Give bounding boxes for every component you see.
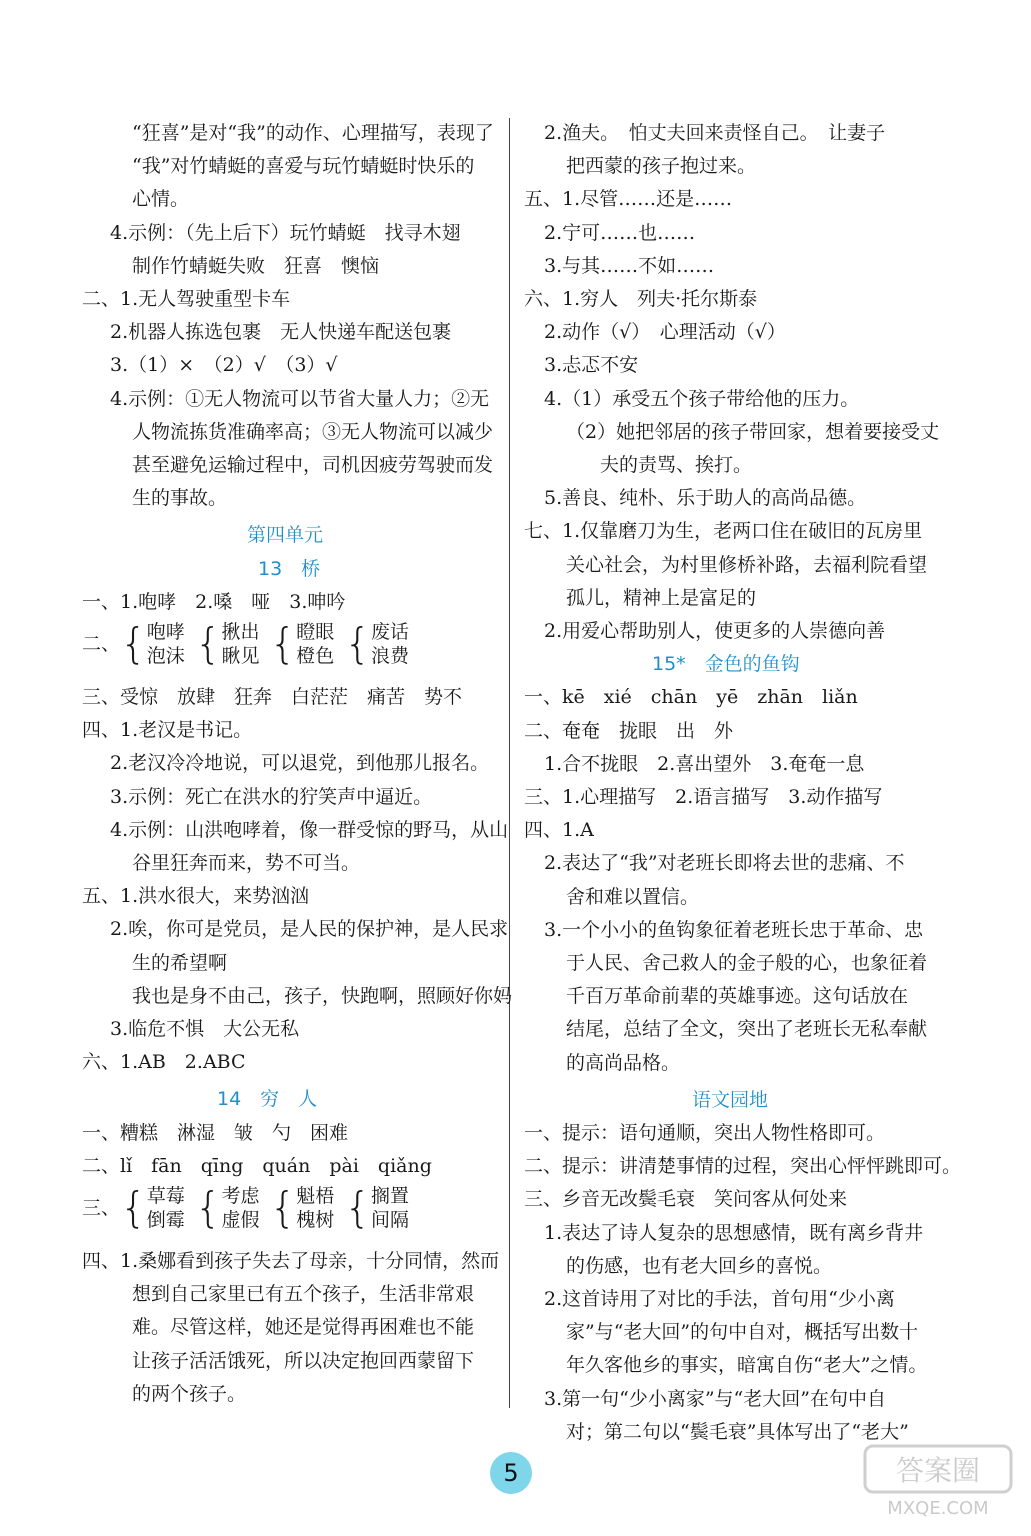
column-divider xyxy=(509,118,510,1408)
answer-line: 2.老汉冷冷地说，可以退党，到他那儿报名。 xyxy=(110,752,490,775)
answer-line: 制作竹蜻蜓失败 狂喜 懊恼 xyxy=(132,254,380,277)
answer-line: 3.第一句“少小离家”与“老大回”在句中自 xyxy=(544,1387,886,1410)
answer-line: 二、lǐ fān qīng quán pài qiǎng xyxy=(82,1154,432,1177)
answer-line: 2.这首诗用了对比的手法，首句用“少小离 xyxy=(544,1288,895,1310)
answer-line: （2）她把邻居的孩子带回家，想着要接受丈 xyxy=(566,420,940,443)
answer-line: 孤儿，精神上是富足的 xyxy=(566,586,757,609)
pair-word: 倒霉 xyxy=(146,1209,185,1231)
answer-line: 2.宁可……也…… xyxy=(544,221,696,244)
word-pair: { 瞪眼 橙色 xyxy=(269,619,335,668)
answer-line: 2.动作（√） 心理活动（√） xyxy=(544,321,786,344)
answer-line: 二、提示：讲清楚事情的过程，突出心怦怦跳即可。 xyxy=(524,1155,962,1178)
pair-word: 瞪眼 xyxy=(296,621,335,643)
pair-word: 草莓 xyxy=(146,1185,185,1207)
section-title: 语文园地 xyxy=(692,1088,769,1111)
pair-word: 魁梧 xyxy=(296,1185,335,1207)
answer-line: 于人民、舍己救人的金子般的心，也象征着 xyxy=(566,952,928,974)
answer-line: 三、受惊 放肆 狂奔 白茫茫 痛苦 势不 xyxy=(82,686,463,708)
answer-line: 年久客他乡的事实，暗寓自伤“老大”之情。 xyxy=(566,1354,928,1377)
lesson-title: 13 桥 xyxy=(258,557,321,580)
pair-word: 泡沫 xyxy=(146,645,185,667)
answer-line: 一、提示：语句通顺，突出人物性格即可。 xyxy=(524,1122,886,1144)
lesson-title: 15* 金色的鱼钩 xyxy=(652,653,800,676)
pair-word: 废话 xyxy=(371,621,410,643)
answer-line: 一、kē xié chān yē zhān liǎn xyxy=(524,686,858,709)
answer-line: 的两个孩子。 xyxy=(132,1382,247,1405)
word-pair: { 搁置 间隔 xyxy=(344,1183,410,1232)
answer-line: 四、1.老汉是书记。 xyxy=(82,719,253,742)
answer-line: 4.示例：山洪咆哮着，像一群受惊的野马，从山 xyxy=(110,818,509,841)
pair-word: 间隔 xyxy=(371,1209,410,1231)
answer-line: 对；第二句以“鬓毛衰”具体写出了“老大” xyxy=(566,1420,909,1443)
word-pair: { 咆哮 泡沫 xyxy=(120,619,185,668)
pair-word: 槐树 xyxy=(296,1209,335,1231)
page-number: 5 xyxy=(490,1452,532,1494)
pair-word: 浪费 xyxy=(371,645,410,667)
answer-line: 2.唉，你可是党员，是人民的保护神，是人民求 xyxy=(110,918,509,941)
answer-line: 4.（1）承受五个孩子带给他的压力。 xyxy=(544,387,860,410)
question-label: 二、 xyxy=(82,633,121,655)
answer-line: 四、1.A xyxy=(524,819,594,842)
answer-line: 三、乡音无改鬓毛衰 笑问客从何处来 xyxy=(524,1188,848,1211)
unit-title: 第四单元 xyxy=(247,524,324,547)
answer-line: 3.一个小小的鱼钩象征着老班长忠于革命、忠 xyxy=(544,918,924,941)
answer-line: 舍和难以置信。 xyxy=(566,885,700,908)
pair-word: 瞅见 xyxy=(221,645,260,667)
answer-line: 1.表达了诗人复杂的思想感情，既有离乡背井 xyxy=(544,1221,924,1244)
answer-line: 二、1.无人驾驶重型卡车 xyxy=(82,288,291,310)
word-pair: { 草莓 倒霉 xyxy=(120,1183,185,1232)
answer-line: 3.临危不惧 大公无私 xyxy=(110,1018,300,1040)
answer-line: “我”对竹蜻蜓的喜爱与玩竹蜻蜓时快乐的 xyxy=(132,155,475,178)
answer-line: 一、糟糕 淋湿 皱 勺 困难 xyxy=(82,1121,349,1144)
word-pair: { 魁梧 槐树 xyxy=(269,1183,335,1232)
answer-line: 的伤感，也有老大回乡的喜悦。 xyxy=(566,1254,833,1277)
answer-line: 3.示例：死亡在洪水的狞笑声中逼近。 xyxy=(110,785,433,808)
answer-line: 二、奄奄 拢眼 出 外 xyxy=(524,719,734,742)
answer-line: 4.示例：①无人物流可以节省大量人力；②无 xyxy=(110,387,490,410)
answer-line: 一、1.咆哮 2.嗓 哑 3.呻吟 xyxy=(82,590,346,613)
svg-text:答案圈: 答案圈 xyxy=(895,1454,981,1487)
answer-line: 把西蒙的孩子抱过来。 xyxy=(566,155,757,178)
answer-line: 2.表达了“我”对老班长即将去世的悲痛、不 xyxy=(544,852,905,875)
pair-word: 搁置 xyxy=(371,1185,410,1207)
answer-line: 六、1.AB 2.ABC xyxy=(82,1051,246,1074)
answer-line: 2.机器人拣选包裹 无人快递车配送包裹 xyxy=(110,321,452,344)
answer-line: “狂喜”是对“我”的动作、心理描写，表现了 xyxy=(132,122,494,144)
answer-line: 1.合不拢眼 2.喜出望外 3.奄奄一息 xyxy=(544,752,865,775)
answer-line: 5.善良、纯朴、乐于助人的高尚品德。 xyxy=(544,487,867,510)
answer-line: 关心社会，为村里修桥补路，去福利院看望 xyxy=(566,553,928,576)
answer-line: 让孩子活活饿死，所以决定抱回西蒙留下 xyxy=(132,1349,475,1372)
answer-line: 4.示例：（先上后下）玩竹蜻蜓 找寻木翅 xyxy=(110,221,461,244)
answer-line: 难。尽管这样，她还是觉得再困难也不能 xyxy=(132,1316,475,1339)
brace-group xyxy=(82,1184,419,1232)
answer-line: 心情。 xyxy=(132,188,190,211)
answer-line: 人物流拣货准确率高；③无人物流可以减少 xyxy=(132,420,494,443)
answer-line: 五、1.尽管……还是…… xyxy=(524,188,733,211)
answer-line: 七、1.仅靠磨刀为生，老两口住在破旧的瓦房里 xyxy=(524,520,923,543)
pair-word: 橙色 xyxy=(296,645,335,667)
watermark-logo xyxy=(863,1442,1013,1526)
question-label: 三、 xyxy=(82,1197,121,1219)
answer-line: 2.用爱心帮助别人，使更多的人崇德向善 xyxy=(544,620,886,642)
brace-group xyxy=(82,620,419,668)
answer-line: 3.忐忑不安 xyxy=(544,354,639,377)
word-pair: { 考虑 虚假 xyxy=(194,1183,260,1232)
answer-line: 谷里狂奔而来，势不可当。 xyxy=(132,852,361,874)
answer-line: 家”与“老大回”的句中自对，概括写出数十 xyxy=(566,1321,919,1344)
answer-line: 的高尚品格。 xyxy=(566,1051,681,1074)
answer-line: 3.与其……不如…… xyxy=(544,254,715,277)
svg-text:MXQE.COM: MXQE.COM xyxy=(887,1498,989,1519)
pair-word: 咆哮 xyxy=(146,621,185,643)
answer-line: 想到自己家里已有五个孩子，生活非常艰 xyxy=(132,1283,475,1306)
answer-line: 四、1.桑娜看到孩子失去了母亲，十分同情，然而 xyxy=(82,1250,500,1272)
answer-line: 甚至避免运输过程中，司机因疲劳驾驶而发 xyxy=(132,454,494,476)
answer-line: 三、1.心理描写 2.语言描写 3.动作描写 xyxy=(524,786,883,808)
answer-line: 千百万革命前辈的英雄事迹。这句话放在 xyxy=(566,985,909,1008)
word-pair: { 揪出 瞅见 xyxy=(194,619,260,668)
answer-line: 结尾，总结了全文，突出了老班长无私奉献 xyxy=(566,1018,928,1041)
answer-line: 我也是身不由己，孩子，快跑啊，照顾好你妈 xyxy=(132,984,513,1007)
answer-line: 六、1.穷人 列夫·托尔斯泰 xyxy=(524,288,758,310)
pair-word: 揪出 xyxy=(221,621,260,643)
answer-line: 五、1.洪水很大，来势汹汹 xyxy=(82,885,310,908)
word-pair: { 废话 浪费 xyxy=(344,619,410,668)
answer-line: 3.（1）× （2）√ （3）√ xyxy=(110,354,338,377)
answer-line: 2.渔夫。 怕丈夫回来责怪自己。 让妻子 xyxy=(544,122,886,144)
answer-line: 生的事故。 xyxy=(132,487,228,510)
answer-line: 夫的责骂、挨打。 xyxy=(600,454,753,476)
pair-word: 虚假 xyxy=(221,1209,260,1231)
pair-word: 考虑 xyxy=(221,1185,260,1207)
lesson-title: 14 穷 人 xyxy=(217,1088,318,1111)
answer-line: 生的希望啊 xyxy=(132,951,228,974)
